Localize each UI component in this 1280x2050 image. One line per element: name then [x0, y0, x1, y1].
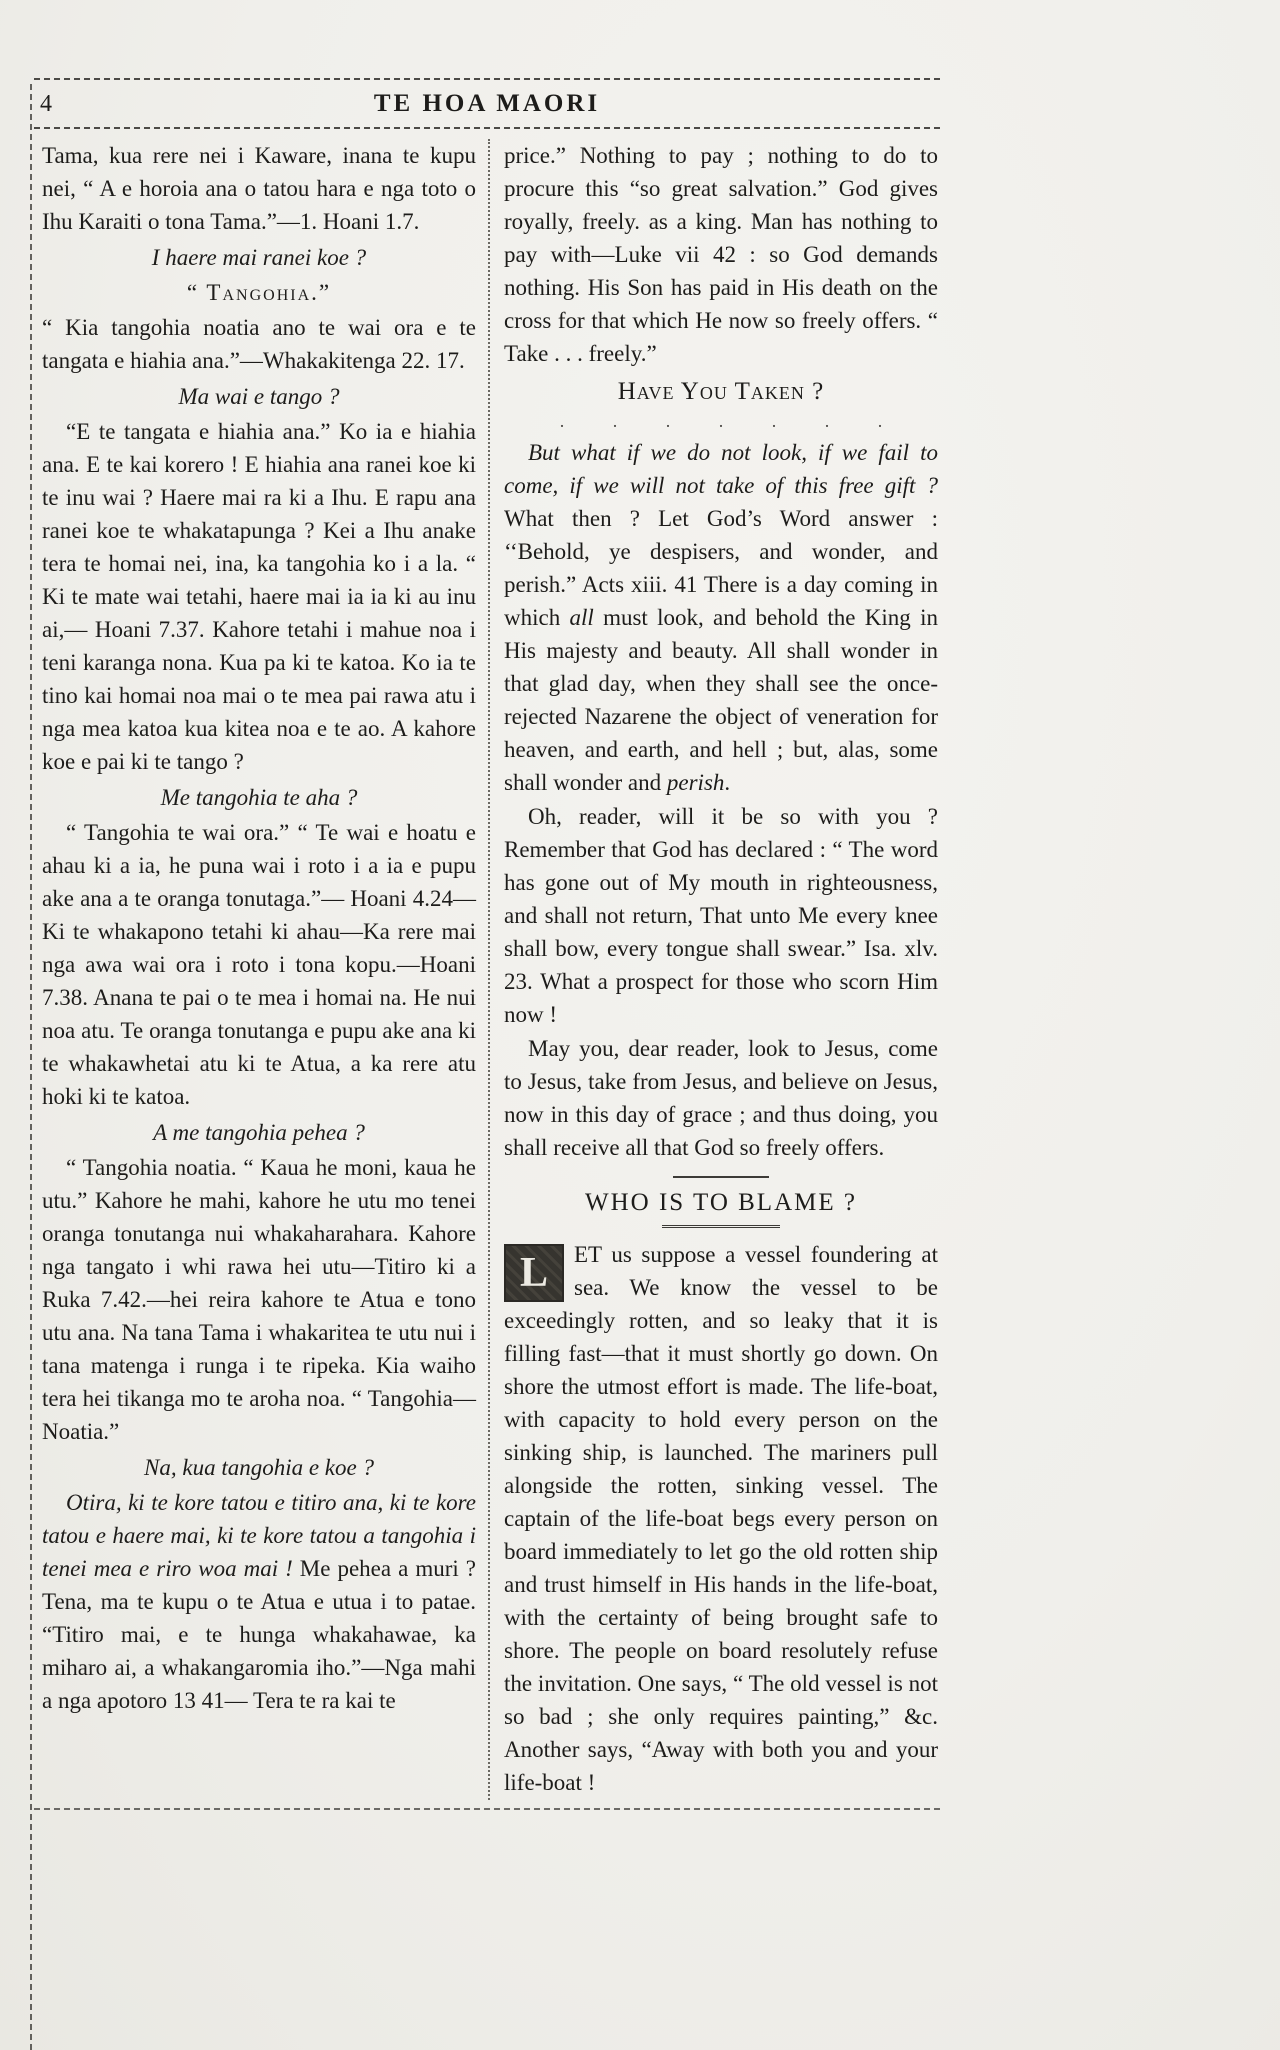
section-heading: WHO IS TO BLAME ?	[585, 1189, 857, 1216]
paragraph: Tama, kua rere nei i Kaware, inana te kupu nei, “ A e horoia ana o tatou hara e nga toto o Ihu Karaiti o tona Tama.”—1. Hoani 1.7.	[42, 143, 476, 234]
section-heading: A me tangohia pehea ?	[153, 1120, 365, 1145]
paragraph-text: Me pehea a muri ? Tena, ma te kupu o te Atua e utua i to patae. “Titiro mai, e te hunga whakahawae, ka miharo ai, a whakangaromia iho.”—Nga mahi a nga apotoro 13 41— Tera te ra kai te	[42, 1556, 476, 1713]
printed-content	[34, 78, 940, 1810]
paragraph: May you, dear reader, look to Jesus, come to Jesus, take from Jesus, and believe on Jesus, now in this day of grace ; and thus doing, you shall receive all that God so freely offers.	[504, 1036, 938, 1160]
italic-text: all	[569, 605, 594, 630]
dotted-separator: . . . . . . .	[559, 411, 883, 431]
page-title: TE HOA MAORI	[373, 90, 601, 117]
paragraph-text: must look, and behold the King in His majesty and beauty. All shall wonder in that glad day, when they shall see the once-rejected Nazarene the object of veneration for heaven, and earth, and hell ; but, alas, some shall wonder and	[504, 605, 938, 795]
section-heading: Ma wai e tango ?	[178, 384, 340, 409]
paragraph-text: ET us suppose a vessel foundering at sea. We know the vessel to be exceedingly rotten, and so leaky that it is filling fast—that it must shortly go down. On shore the utmost effort is made. The life-boat, with capacity to hold every person on the sinking ship, is launched. The mariners pull alongside the rotten, sinking vessel. The captain of the life-boat begs every person on board immediately to let go the old rotten ship and trust himself in His hands in the life-boat, with the certainty of being brought safe to shore. The people on board resolutely refuse the invitation. One says, “ The old vessel is not so bad ; she only requires painting,” &c. Another says, “Away with both you and your life-boat !	[504, 1242, 938, 1795]
page-number: 4	[40, 90, 52, 117]
section-heading: Me tangohia te aha ?	[160, 785, 358, 810]
paragraph-text: .	[724, 770, 731, 795]
masthead	[34, 83, 940, 125]
page-left-border-rule	[30, 84, 32, 2050]
section-divider-rule	[673, 1176, 769, 1178]
paragraph: price.” Nothing to pay ; nothing to do to procure this “so great salvation.” God gives royally, freely. as a king. Man has nothing to pay with—Luke vii 42 : so God demands nothing. His Son has paid in His death on the cross for that which He now so freely offers. “ Take . . . freely.”	[504, 143, 938, 366]
page-bottom-rule	[34, 1808, 940, 1810]
italic-text: Otira, ki te kore tatou e titiro ana, ki te kore tatou e haere mai, ki te kore tatou a tangohia i tenei mea e riro woa mai !	[42, 1490, 476, 1581]
italic-text: perish	[666, 770, 725, 795]
paragraph: “ Kia tangohia noatia ano te wai ora e te tangata e hiahia ana.”—Whakakitenga 22. 17.	[42, 315, 476, 373]
section-heading: Na, kua tangohia e koe ?	[144, 1455, 374, 1480]
paragraph: “E te tangata e hiahia ana.” Ko ia e hiahia ana. E te kai korero ! E hiahia ana ranei koe ki te inu wai ? Haere mai ra ki a Ihu. E rapu ana ranei koe te whakatapunga ? Kei a Ihu anake tera te homai nei, ina, ka tangohia ko i a la. “ Ki te mate wai tetahi, haere mai ia ia ki au inu ai,— Hoani 7.37. Kahore tetahi i mahue noa i teni karanga nona. Kua pa ki te katoa. Ko ia te tino kai homai noa mai o te mea pai rawa atu i nga mea katoa kua kitea noa e te ao. A kahore koe e pai ki te tango ?	[42, 419, 476, 774]
left-column	[34, 139, 488, 1800]
section-heading: I haere mai ranei koe ?	[151, 245, 367, 270]
subheading: “ Tangohia.”	[186, 280, 332, 305]
drop-cap-initial: L	[504, 1244, 564, 1302]
paragraph-text: What then ? Let God’s Word answer : ‘‘Behold, ye despisers, and wonder, and perish.” Acts xiii. 41 There is a day coming in which	[504, 506, 938, 630]
paragraph: Oh, reader, will it be so with you ? Remember that God has declared : “ The word has gone out of My mouth in righteousness, and shall not return, That unto Me every knee shall bow, every tongue shall swear.” Isa. xlv. 23. What a prospect for those who scorn Him now !	[504, 804, 938, 1027]
paragraph: “ Tangohia te wai ora.” “ Te wai e hoatu e ahau ki a ia, he puna wai i roto i a ia e pupu ake ana a te oranga tonutaga.”— Hoani 4.24—Ki te whakapono tetahi ki ahau—Ka rere mai nga awa wai ora i roto i tona kopu.—Hoani 7.38. Anana te pai o te mea i homai na. He nui noa atu. Te oranga tonutanga e pupu ake ana ki te whakawhetai atu ki te Atua, a ka rere atu hoki ki te katoa.	[42, 820, 476, 1109]
header-bottom-rule	[34, 127, 940, 129]
paragraph	[504, 436, 938, 799]
section-heading: Have You Taken ?	[617, 378, 825, 405]
right-column	[490, 139, 940, 1800]
italic-text: But what if we do not look, if we fail to come, if we will not take of this free gift ?	[504, 440, 938, 498]
paragraph: “ Tangohia noatia. “ Kaua he moni, kaua he utu.” Kahore he mahi, kahore he utu mo tenei oranga tonutanga nui whakaharahara. Kahore nga tangato i whi rawa hei utu—Titiro ki a Ruka 7.42.—hei reira kahore te Atua e tono utu ana. Na tana Tama i whakaritea te utu nui i tana matenga i runga i te ripeka. Kia waiho tera hei tikanga mo te aroha noa. “ Tangohia—Noatia.”	[42, 1155, 476, 1444]
paragraph	[42, 1486, 476, 1717]
columns	[34, 139, 940, 1800]
heading-underline-rule	[662, 1225, 780, 1228]
paragraph	[504, 1238, 938, 1799]
header-top-rule	[34, 78, 940, 80]
